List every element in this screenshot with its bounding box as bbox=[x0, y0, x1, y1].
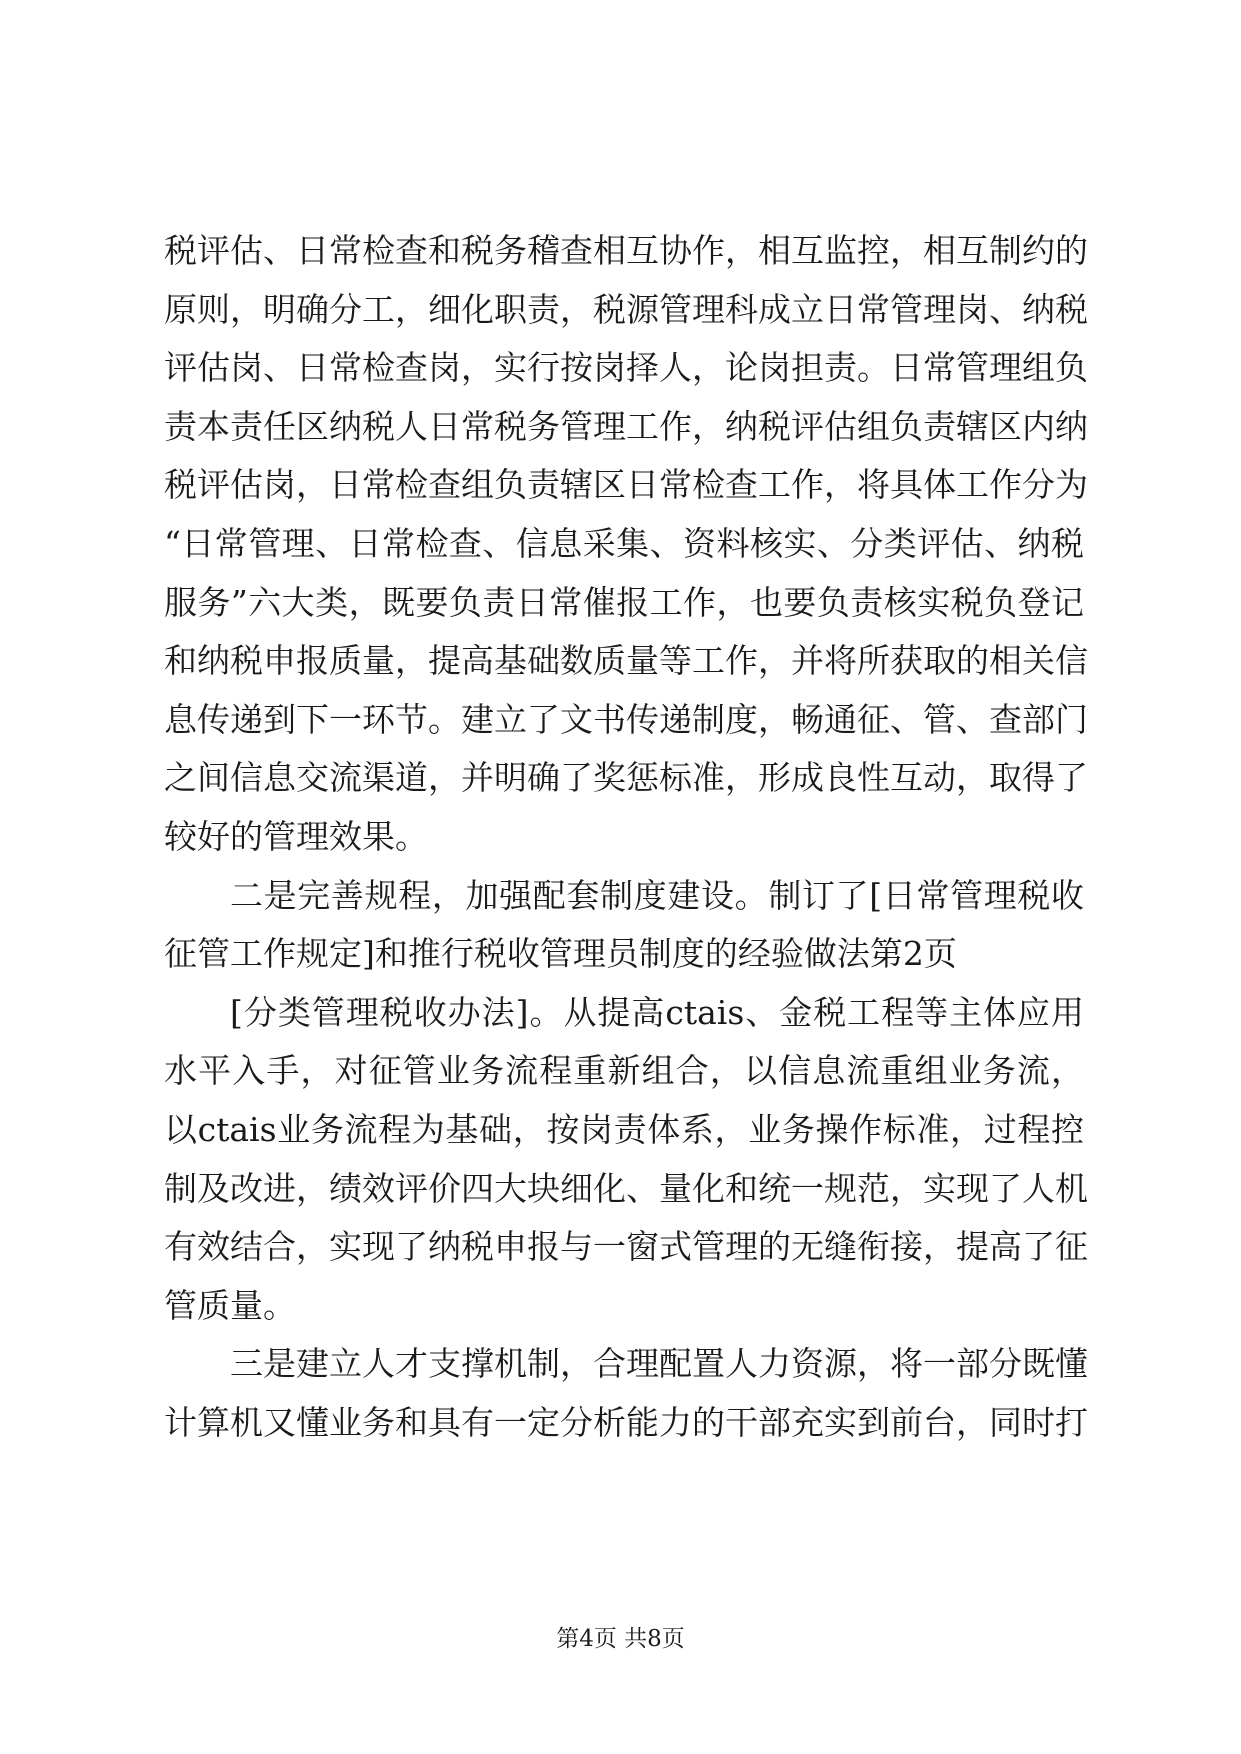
paragraph-4 bbox=[164, 1335, 1088, 1452]
text-line: 以ctais业务流程为基础，按岗责体系，业务操作标准，过程控 bbox=[164, 1109, 1084, 1149]
text-line: 计算机又懂业务和具有一定分析能力的干部充实到前台，同时打 bbox=[164, 1402, 1088, 1442]
text-line: 税评估岗，日常检查组负责辖区日常检查工作，将具体工作分为 bbox=[164, 465, 1088, 505]
text-line: 税评估、日常检查和税务稽查相互协作，相互监控，相互制约的 bbox=[164, 231, 1088, 270]
text-line: 服务”六大类，既要负责日常催报工作，也要负责核实税负登记 bbox=[164, 582, 1084, 622]
text-line: 评估岗、日常检查岗，实行按岗择人，论岗担责。日常管理组负 bbox=[164, 348, 1088, 388]
page-footer bbox=[0, 1620, 1241, 1653]
paragraph-1 bbox=[164, 222, 1088, 867]
text-line: 较好的管理效果。 bbox=[164, 816, 428, 856]
document-body bbox=[164, 222, 1088, 1452]
text-line: [分类管理税收办法]。从提高ctais、金税工程等主体应用 bbox=[230, 992, 1084, 1032]
page-number-label: 第4页 共8页 bbox=[556, 1626, 685, 1652]
text-line: 原则，明确分工，细化职责，税源管理科成立日常管理岗、纳税 bbox=[164, 289, 1088, 329]
text-line: “日常管理、日常检查、信息采集、资料核实、分类评估、纳税 bbox=[164, 523, 1084, 563]
text-line: 水平入手，对征管业务流程重新组合，以信息流重组业务流， bbox=[164, 1051, 1084, 1091]
text-line: 二是完善规程，加强配套制度建设。制订了[日常管理税收 bbox=[230, 875, 1084, 915]
text-line: 有效结合，实现了纳税申报与一窗式管理的无缝衔接，提高了征 bbox=[164, 1227, 1088, 1267]
text-line: 和纳税申报质量，提高基础数质量等工作，并将所获取的相关信 bbox=[164, 641, 1088, 681]
paragraph-3 bbox=[164, 984, 1088, 1336]
text-line: 管质量。 bbox=[164, 1285, 296, 1325]
text-line: 责本责任区纳税人日常税务管理工作，纳税评估组负责辖区内纳 bbox=[164, 406, 1088, 446]
text-line: 三是建立人才支撑机制，合理配置人力资源，将一部分既懂 bbox=[230, 1344, 1088, 1384]
paragraph-2 bbox=[164, 867, 1084, 984]
text-line: 之间信息交流渠道，并明确了奖惩标准，形成良性互动，取得了 bbox=[164, 758, 1088, 798]
text-line: 息传递到下一环节。建立了文书传递制度，畅通征、管、查部门 bbox=[164, 699, 1088, 739]
text-line: 征管工作规定]和推行税收管理员制度的经验做法第2页 bbox=[164, 934, 957, 974]
text-line: 制及改进，绩效评价四大块细化、量化和统一规范，实现了人机 bbox=[164, 1168, 1088, 1208]
